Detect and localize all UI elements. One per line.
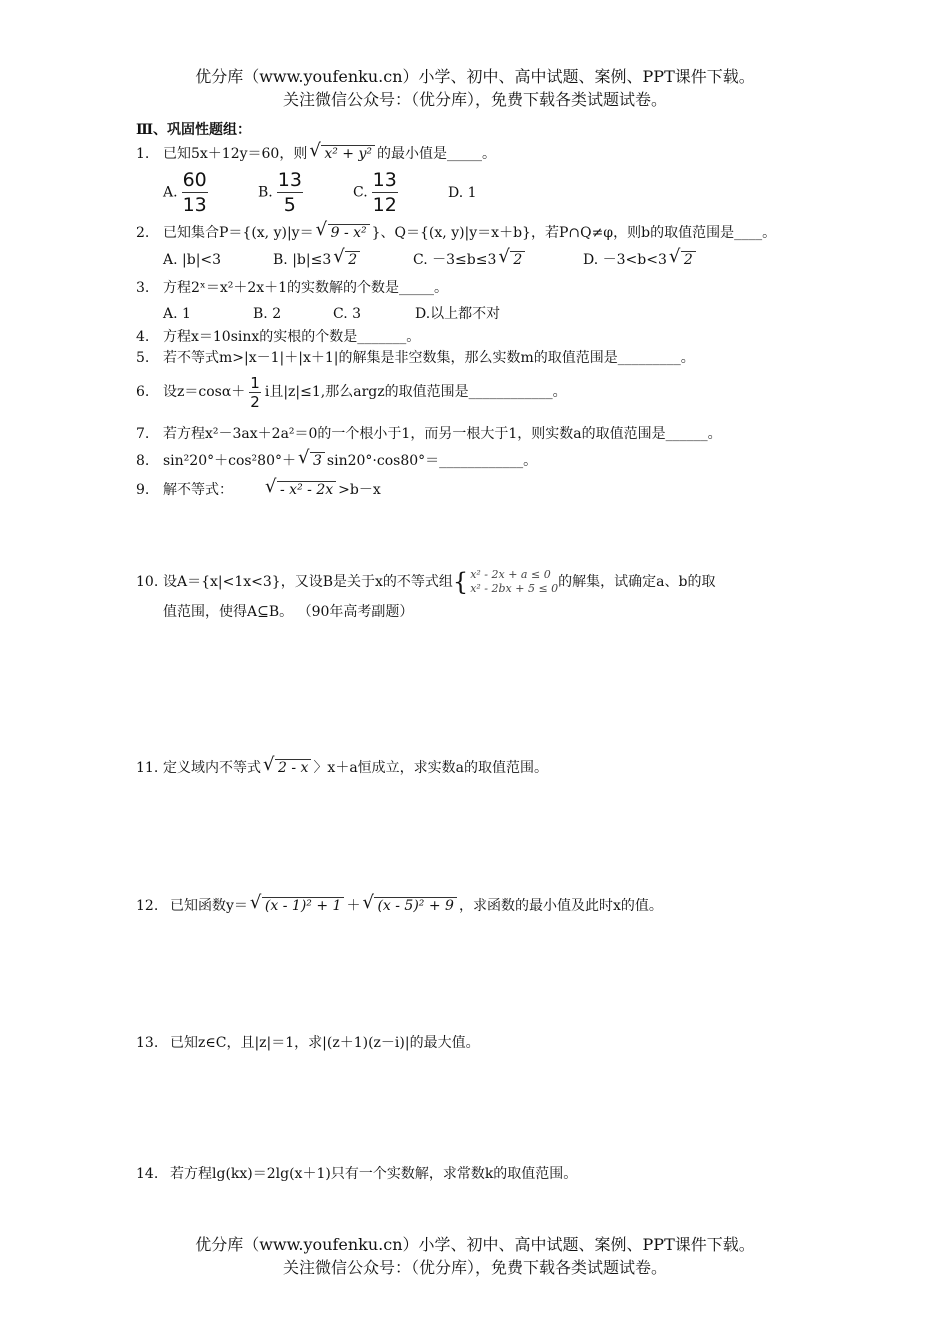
question-number: 14. (136, 1166, 159, 1182)
option-a: A. $\frac{60}{13}$ (163, 169, 207, 216)
sqrt-expression: √ (x - 1)² + 1 (250, 896, 345, 916)
question-number: 12. (136, 898, 159, 914)
sqrt-expression: √ x² + y² (309, 144, 375, 164)
option-a: A. 1 (163, 306, 191, 322)
question-8: 8. sin²20°＋cos²80°＋ √ 3 sin20°·cos80°＝____________。 (136, 447, 538, 469)
question-number: 9. (136, 482, 150, 498)
question-number: 11. (136, 760, 159, 776)
question-5: 5. 若不等式m>|x－1|＋|x＋1|的解集是非空数集，那么实数m的取值范围是_________。 (136, 350, 695, 366)
question-number: 4. (136, 329, 150, 345)
footer-line-1: 优分库（www.youfenku.cn）小学、初中、高中试题、案例、PPT课件下载。 (195, 1235, 755, 1254)
section-title: Ⅲ、巩固性题组： (136, 122, 252, 138)
option-d: D. －3<b<3 √ 2 (583, 250, 698, 270)
question-3: 3. 方程2ˣ＝x²＋2x＋1的实数解的个数是_____。 (136, 280, 449, 296)
question-number: 10. (136, 574, 159, 590)
option-b: B. |b|≤3 √ 2 (273, 250, 413, 270)
sqrt-expression: √ (x - 5)² + 9 (362, 896, 457, 916)
option-d: D.以上都不对 (415, 306, 501, 322)
footer-line-2: 关注微信公众号：（优分库），免费下载各类试题试卷。 (282, 1258, 667, 1277)
question-number: 8. (136, 453, 150, 469)
question-1-options (163, 168, 477, 217)
question-10-line-2: 值范围，使得A⊆B。 （90年高考副题） (163, 604, 414, 620)
question-number: 5. (136, 350, 150, 366)
question-number: 3. (136, 280, 150, 296)
question-11: 11. 定义域内不等式 √ 2 - x 〉x＋a恒成立，求实数a的取值范围。 (136, 754, 549, 776)
question-3-options (163, 304, 500, 324)
header-line-1: 优分库（www.youfenku.cn）小学、初中、高中试题、案例、PPT课件下载。 (195, 67, 755, 86)
sqrt-expression: √ - x² - 2x (265, 480, 336, 500)
option-c: C. －3≤b≤3 √ 2 (413, 250, 583, 270)
option-c: C. $\frac{13}{12}$ (353, 169, 397, 216)
option-b: B. 2 (253, 306, 282, 322)
question-13: 13. 已知z∈C，且|z|＝1，求|(z＋1)(z－i)|的最大值。 (136, 1035, 480, 1051)
question-7: 7. 若方程x²－3ax＋2a²＝0的一个根小于1，而另一根大于1，则实数a的取值范围是______。 (136, 426, 722, 442)
option-c: C. 3 (333, 306, 362, 322)
question-number: 7. (136, 426, 150, 442)
question-9: 9. 解不等式： √ - x² - 2x >b－x (136, 476, 381, 498)
question-12: 12. 已知函数y＝ √ (x - 1)² + 1 ＋ √ (x - 5)² + 9 ，求函数的最小值及此时x的值。 (136, 892, 663, 914)
question-number: 13. (136, 1035, 159, 1051)
question-2-options (163, 246, 698, 270)
question-number: 1. (136, 146, 150, 162)
option-a: A. |b|<3 (163, 252, 222, 268)
sqrt-expression: √ 9 - x² (316, 223, 370, 243)
question-4: 4. 方程x＝10sinx的实根的个数是_______。 (136, 329, 421, 345)
question-6: 6. 设z＝cosα＋ $\frac{1}{2}$ i且|z|≤1,那么argz的取值范围是____________。 (136, 370, 567, 414)
question-14: 14. 若方程lg(kx)＝2lg(x＋1)只有一个实数解，求常数k的取值范围。 (136, 1166, 578, 1182)
sqrt-expression: √ 3 (298, 451, 325, 471)
question-2: 2. 已知集合P＝{(x, y)|y＝ √ 9 - x² }、Q＝{(x, y)|y＝x＋b}，若P∩Q≠φ，则b的取值范围是____。 (136, 219, 777, 241)
question-1: 1. 已知5x＋12y＝60，则 √ x² + y² 的最小值是_____。 (136, 140, 497, 162)
option-b: B. $\frac{13}{5}$ (258, 169, 302, 216)
question-number: 6. (136, 384, 150, 400)
question-number: 2. (136, 225, 150, 241)
option-d: D. 1 (448, 184, 477, 201)
sqrt-expression: √ 2 - x (263, 758, 311, 778)
inequality-system: x² - 2x + a ≤ 0 x² - 2bx + 5 ≤ 0 (470, 568, 559, 595)
header-line-2: 关注微信公众号：（优分库），免费下载各类试题试卷。 (282, 90, 667, 109)
question-10: 10. 设A＝{x|<1x<3}，又设B是关于x的不等式组{ x² - 2x + a ≤ 0 x² - 2bx + 5 ≤ 0 的解集，试确定a、b的取 (136, 568, 716, 596)
